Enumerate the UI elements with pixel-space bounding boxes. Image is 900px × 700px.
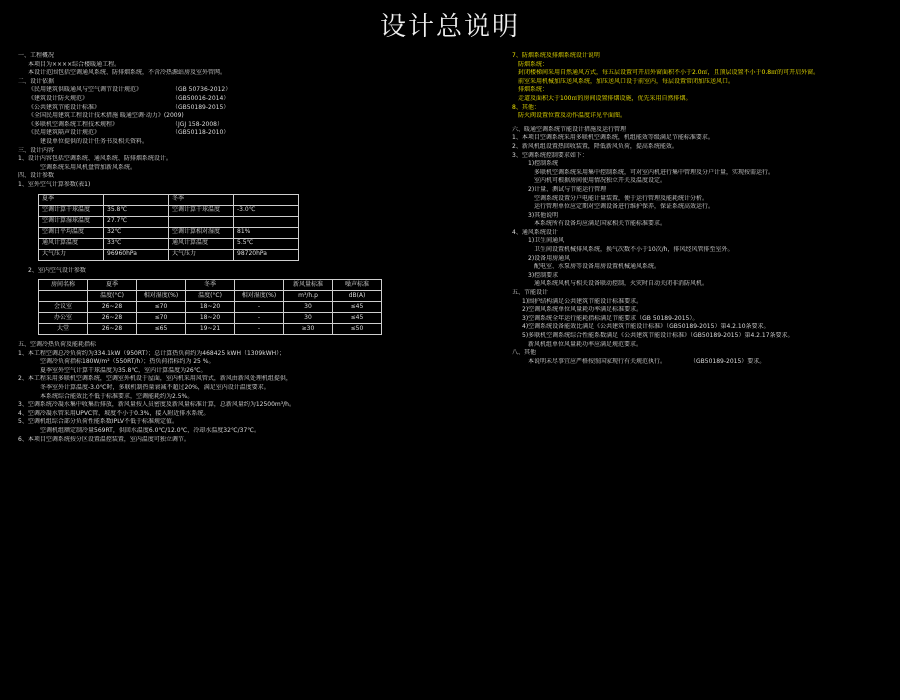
table-row (39, 280, 382, 291)
note-line: 室内机可根据房间使用情况独立开关及温度设定。 (522, 177, 667, 185)
table-cell: 空调计算相对湿度 (169, 227, 234, 238)
table-cell: 夏季 (88, 280, 137, 291)
table-cell (234, 194, 299, 205)
table-cell: 空调日平均温度 (39, 227, 104, 238)
note-line: 六、暖通空调系统节能设计措施及运行管理 (512, 125, 627, 133)
table-cell: 空调计算干球温度 (169, 205, 234, 216)
note-line: 五、空调冷热负荷及能耗指标 (18, 341, 97, 349)
table-cell: 5.5℃ (234, 238, 299, 249)
table-row (39, 249, 299, 260)
note-line: 五、节能设计 (512, 289, 549, 297)
note-line: 8、其他： (512, 103, 540, 111)
note-line: 3)控制要求 (522, 271, 559, 279)
table-cell: 26~28 (88, 313, 137, 324)
note-line: 防烟系统： (512, 60, 549, 68)
note-line: 5、空调机组综合部分负荷性能系数IPLV不低于标准规定值。 (18, 418, 178, 426)
note-line: 前室采用机械加压送风系统，加压送风口设于前室内，每层设置常闭加压送风口。 (512, 77, 735, 85)
table-cell: 26~28 (88, 302, 137, 313)
table-row (39, 194, 299, 205)
note-line: 二、设计依据 (18, 77, 55, 85)
table-cell (235, 280, 284, 291)
note-line: 新风机组单位风量耗功率应满足规范要求。 (522, 340, 643, 348)
table-row (39, 238, 299, 249)
table-cell: ≤45 (333, 313, 382, 324)
note-line: 《多联机空调系统工程技术规程》 （JGJ 158-2008） (28, 120, 223, 128)
note-line: 3)空调系统全年运行能耗指标满足节能要求（GB 50189-2015）。 (522, 314, 699, 322)
table-row (39, 205, 299, 216)
note-line: 运行管理单位应定期对空调设备进行维护保养，保证系统高效运行。 (522, 203, 715, 211)
table-cell: - (235, 302, 284, 313)
note-line: 4)空调系统设备能效比满足《公共建筑节能设计标准》（GB50189-2015）第4.2.10条要求。 (522, 323, 770, 331)
table-cell: ≤70 (137, 313, 186, 324)
table-row (39, 227, 299, 238)
note-line: 《公共建筑节能设计标准》 （GB50189-2015） (28, 103, 230, 111)
table-cell (39, 291, 88, 302)
indoor-design-parameters-table (38, 279, 382, 335)
table-cell: ≥30 (284, 324, 333, 335)
note-line: 空调系统设置分户电能计量装置，便于运行管理及能耗统计分析。 (522, 194, 709, 202)
table-cell (169, 216, 234, 227)
note-line: 建设单位提供的设计任务书及相关资料。 (28, 137, 149, 145)
table-row (39, 313, 382, 324)
table-cell: dB(A) (333, 291, 382, 302)
note-line: 本说明未尽事宜应严格按照国家现行有关规范执行。 （GB50189-2015）要求。 (522, 357, 766, 365)
note-line: 2)空调风系统单位风量耗功率满足标准要求。 (522, 306, 643, 314)
note-line: 1、本工程空调总冷负荷约为334.1kW（950RT）；总计算热负荷约为468425 kWH（1309kWH）； (18, 349, 286, 357)
table-cell: 通风计算温度 (169, 238, 234, 249)
table-cell: 30 (284, 302, 333, 313)
note-line: 三、设计内容 (18, 146, 55, 154)
note-line: 1、室外空气计算参数(表1) (18, 180, 91, 188)
note-line: 冬季室外计算温度-3.0℃时，多联机制热量衰减不超过20%，满足室内设计温度要求。 (28, 384, 270, 392)
note-line: 排烟系统： (512, 86, 549, 94)
table-cell: 冬季 (169, 194, 234, 205)
note-line: 夏季室外空气计算干球温度为35.8℃，室内计算温度为26℃。 (28, 366, 207, 374)
note-line: 1)围护结构满足公共建筑节能设计标准要求。 (522, 297, 643, 305)
right-section-smoke-control (512, 52, 890, 121)
note-line: 卫生间设置机械排风系统，换气次数不小于10次/h，排风经风管排至室外。 (522, 246, 734, 254)
note-line: 6、本项目空调系统按分区设置温控装置，室内温度可独立调节。 (18, 435, 190, 443)
table-cell: 32℃ (104, 227, 169, 238)
note-line: 1、设计内容包括空调系统、通风系统、防排烟系统设计。 (18, 155, 172, 163)
table-cell: 相对湿度(%) (137, 291, 186, 302)
page-title: 设计总说明 (379, 12, 520, 42)
table-cell: ≤45 (333, 302, 382, 313)
note-line: 3、空调系统控制要求如下： (512, 151, 588, 159)
note-line: 7、防烟系统及排烟系统设计说明 (512, 52, 600, 59)
table-cell (137, 280, 186, 291)
table-cell: 冬季 (186, 280, 235, 291)
right-section-energy (512, 126, 890, 367)
note-line: 本系统综合能效比不低于标准要求，空调能耗约为2.5%。 (28, 392, 194, 400)
note-line: 一、工程概况 (18, 52, 55, 59)
outdoor-design-parameters-table (38, 194, 299, 261)
note-line: 《民用建筑隔声设计规范》 （GB50118-2010） (28, 129, 230, 137)
table-cell: 办公室 (39, 313, 88, 324)
table-cell: 大气压力 (169, 249, 234, 260)
table-cell: 33℃ (104, 238, 169, 249)
table-cell: 18~20 (186, 313, 235, 324)
table-cell: 新风量标准 (284, 280, 333, 291)
table-row (39, 291, 382, 302)
table-cell: 空调计算干球温度 (39, 205, 104, 216)
left-section-general (18, 52, 438, 190)
table-cell: 27.7℃ (104, 216, 169, 227)
note-line: 封闭楼梯间采用自然通风方式，每五层设置可开启外窗面积不小于2.0㎡，且顶层设置不小于0.8㎡的可开启外窗。 (512, 69, 820, 77)
table-cell: 81% (234, 227, 299, 238)
table-cell: ≤65 (137, 324, 186, 335)
left-column (18, 52, 438, 444)
note-line: 四、设计参数 (18, 172, 55, 180)
table-cell: m³/h.p (284, 291, 333, 302)
note-line: 4、通风系统设计 (512, 228, 558, 236)
table-cell: 会议室 (39, 302, 88, 313)
table-cell: 19~21 (186, 324, 235, 335)
table-cell (104, 194, 169, 205)
table-cell: 30 (284, 313, 333, 324)
note-line: 走道及面积大于100㎡的房间设置排烟设施，优先采用自然排烟。 (512, 94, 692, 102)
table-row (39, 302, 382, 313)
table-cell: 温度(°C) (186, 291, 235, 302)
note-line: 八、其他 (512, 349, 537, 357)
note-line: 3)其他说明 (522, 211, 559, 219)
note-line: 《民用建筑供暖通风与空气调节设计规范》 （GB 50736-2012） (28, 86, 232, 94)
note-line: 空调系统采用风机盘管加新风系统。 (28, 163, 137, 171)
note-line: 2)设备用房通风 (522, 254, 571, 262)
table-cell: 噪声标准 (333, 280, 382, 291)
table-cell: 空调计算湿球温度 (39, 216, 104, 227)
table-cell: 通风计算温度 (39, 238, 104, 249)
note-line: 空调机组额定制冷量569RT，供回水温度6.0℃/12.0℃，冷却水温度32℃/37℃。 (28, 427, 261, 435)
note-line: 1、本项目空调系统采用多联机空调系统，机组能效等级满足节能标准要求。 (512, 134, 714, 142)
note-line: 防火阀设置位置及动作温度详见平面图。 (512, 112, 627, 120)
note-line: 1)控制系统 (522, 160, 559, 168)
note-line: 通风系统风机与相关设备联动控制，火灾时自动关闭非消防风机。 (522, 280, 709, 288)
table-cell: 大堂 (39, 324, 88, 335)
note-line: 《全国民用建筑工程设计技术措施 暖通空调·动力》(2009) (28, 112, 184, 120)
table-cell: - (235, 324, 284, 335)
note-line: 1)卫生间通风 (522, 237, 565, 245)
table-row (39, 324, 382, 335)
right-column (512, 52, 890, 366)
table-cell: 98720hPa (234, 249, 299, 260)
table-cell: 房间名称 (39, 280, 88, 291)
table-cell: 大气压力 (39, 249, 104, 260)
note-line: 2、本工程采用多联机空调系统，空调室外机设于屋面，室内机采用风管式，新风由新风处理机组提供， (18, 375, 292, 383)
table-cell: 35.8℃ (104, 205, 169, 216)
note-line: 4、空调冷凝水管采用UPVC管，坡度不小于0.3%，接入附近排水系统。 (18, 409, 210, 417)
table-cell (234, 216, 299, 227)
table-cell: 26~28 (88, 324, 137, 335)
table-cell: 夏季 (39, 194, 104, 205)
note-line: 2、新风机组设置热回收装置，降低新风负荷，提高系统能效。 (512, 142, 678, 150)
table-cell: 相对湿度(%) (235, 291, 284, 302)
table-cell: -3.0℃ (234, 205, 299, 216)
table-cell: - (235, 313, 284, 324)
note-line: 多联机空调系统采用集中控制系统，可对室内机进行集中管理及分户计量，实现按需运行。 (522, 168, 775, 176)
note-line: 本设计范围包括空调通风系统、防排烟系统，不含冷热源站房及室外管网。 (28, 69, 227, 77)
note-line: 本系统所有设备均应满足国家相关节能标准要求。 (522, 220, 667, 228)
table-cell: 温度(°C) (88, 291, 137, 302)
table-cell: ≤70 (137, 302, 186, 313)
note-line: 5)多联机空调系统综合性能系数满足《公共建筑节能设计标准》（GB50189-2015）第4.2.17条要求。 (522, 332, 794, 339)
left-section-load (18, 341, 438, 444)
table2-caption: 2、室内空气设计参数 (28, 266, 86, 274)
note-line: 配电室、水泵房等设备用房设置机械通风系统。 (522, 263, 661, 271)
note-line: 2)计量、测试与节能运行管理 (522, 185, 607, 193)
note-line: 3、空调系统冷凝水集中收集后排放，新风量按人员密度及新风量标准计算，总新风量约为12500m³/h。 (18, 401, 295, 409)
table-cell: ≤50 (333, 324, 382, 335)
table-cell: 96960hPa (104, 249, 169, 260)
table-cell: 18~20 (186, 302, 235, 313)
note-line: 本项目为××××综合楼暖通工程。 (28, 60, 121, 68)
note-line: 空调冷负荷指标180W/m²（550RT/h）；热负荷指标约为 25 %。 (28, 358, 215, 366)
table-row (39, 216, 299, 227)
note-line: 《建筑设计防火规范》 （GB50016-2014） (28, 94, 230, 102)
